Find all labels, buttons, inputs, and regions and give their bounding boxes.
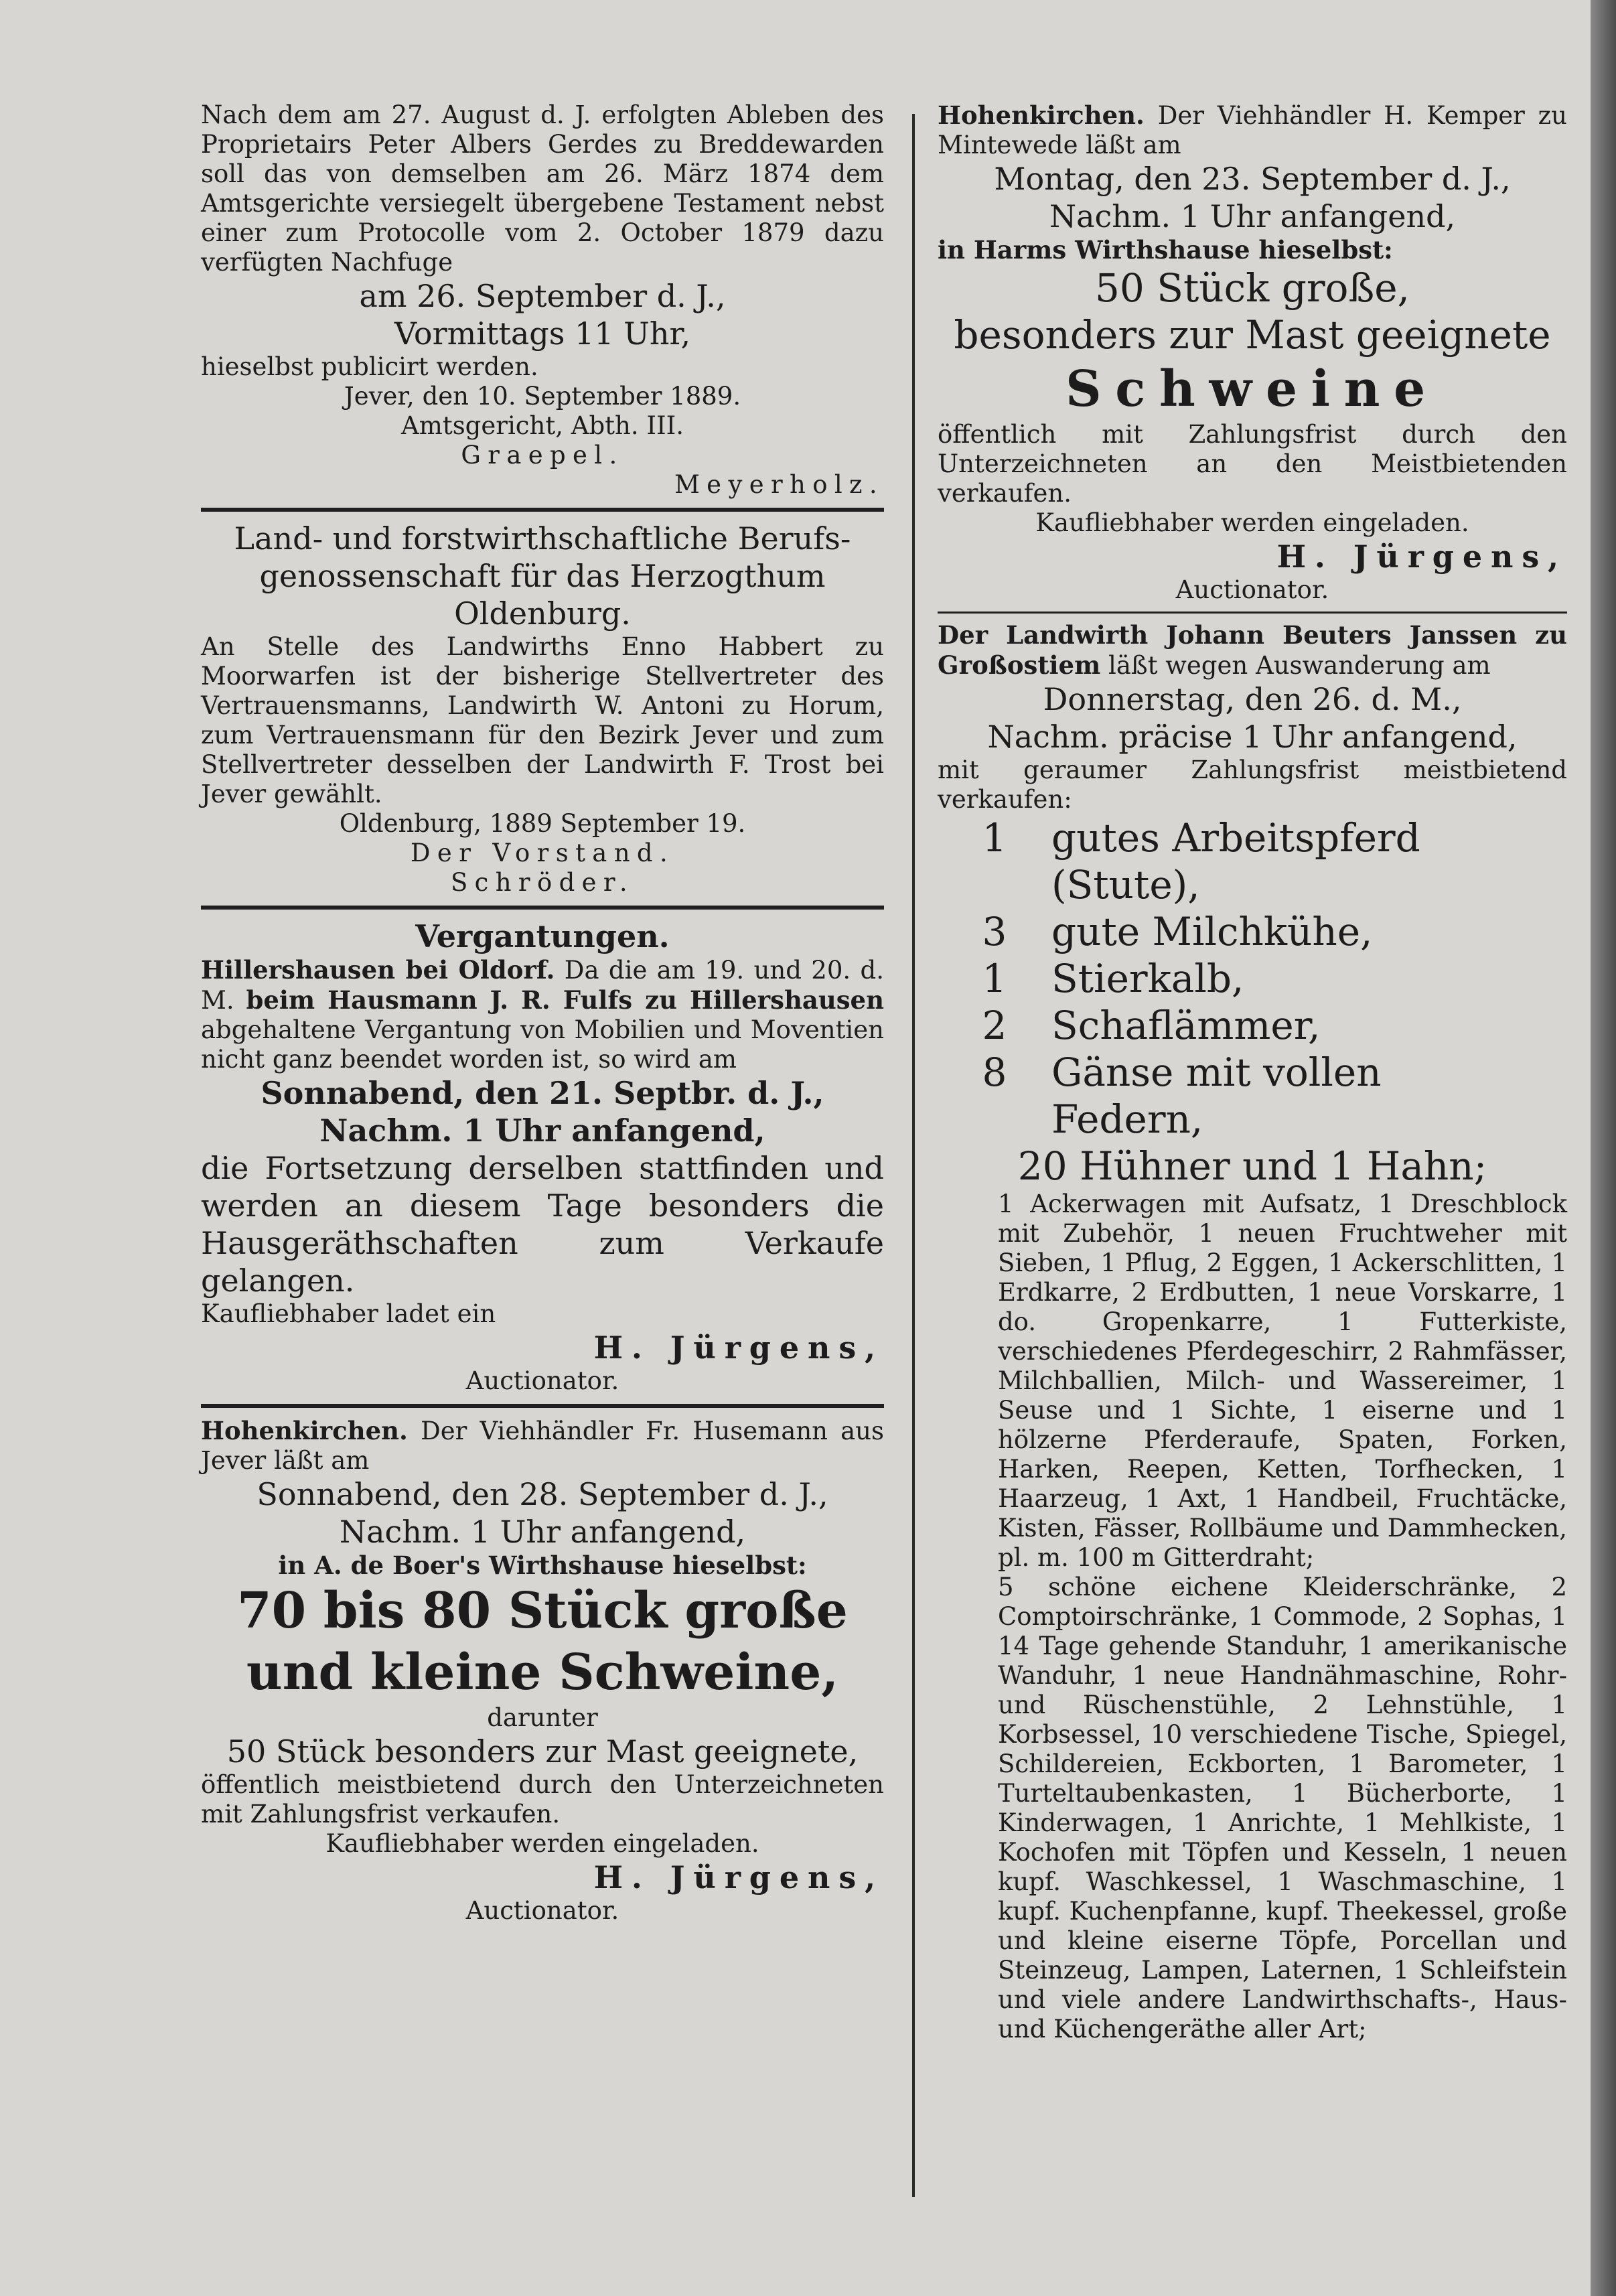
- notice-body: öffentlich meistbietend durch den Unterzeichneten mit Zahlungsfrist verkaufen.: [201, 1770, 884, 1828]
- chickens-line: 20 Hühner und 1 Hahn;: [1017, 1143, 1487, 1189]
- headline: und kleine Schweine,: [246, 1644, 839, 1701]
- buyers-invite: Kaufliebhaber werden eingeladen.: [325, 1829, 759, 1858]
- item-text: Federn,: [1051, 1096, 1203, 1142]
- item-qty: 8: [982, 1050, 1007, 1095]
- item-qty: 2: [982, 1003, 1007, 1048]
- notice-date: am 26. September d. J.,: [359, 278, 726, 314]
- sub-headline: 50 Stück besonders zur Mast geeignete,: [226, 1733, 859, 1770]
- list-item: [938, 1002, 1567, 1049]
- author: Meyerholz.: [674, 470, 884, 499]
- inventory-list: 1 Ackerwagen mit Aufsatz, 1 Dreschblock mit Zubehör, 1 neuen Fruchtweher mit Sieben, 1 Pflug, 2 Eggen, 1 Ackerschlitten, 1 Erdkarre, 2 Erdbutten, 1 neue Vorskarre, 1 do. Gropenkarre, 1 Futterkiste, verschiedenes Pferdegeschirr, 2 Rahmfässer, Milchballien, Milch- und Wassereimer, 1 Seuse und 1 Sichte, 1 eiserne und 1 hölzerne Pferderaufe, Spaten, Forken, Harken, Reepen, Ketten, Torfhecken, 1 Haarzeug, 1 Axt, 1 Handbeil, Fruchtäcke, Kisten, Fässer, Rollbäume und Dammhecken, pl. m. 100 m Gitterdraht;: [998, 1190, 1567, 1572]
- place-name: Großostiem: [938, 650, 1101, 680]
- place-name: Hohenkirchen.: [938, 100, 1145, 130]
- notice-time: Nachm. präcise 1 Uhr anfangend,: [987, 719, 1518, 755]
- notice-time: Vormittags 11 Uhr,: [394, 315, 691, 352]
- notice-intro: läßt wegen Auswanderung am: [1108, 651, 1491, 680]
- list-item: [938, 1096, 1567, 1143]
- notice-body: abgehaltene Vergantung von Mobilien und Moventien nicht ganz beendet worden ist, so wird am: [201, 1015, 884, 1074]
- notice-date: Sonnabend, den 21. Septbr. d. J.,: [261, 1075, 824, 1111]
- list-item: [938, 955, 1567, 1002]
- notice-time: Nachm. 1 Uhr anfangend,: [339, 1514, 746, 1550]
- notice-big-text: die Fortsetzung derselben stattfinden und werden an diesem Tage besonders die Hausgeräthschaften zum Verkaufe gelangen.: [201, 1150, 884, 1299]
- item-text: Gänse mit vollen: [1051, 1050, 1382, 1095]
- auctioneer-name: H. Jürgens,: [593, 1330, 884, 1366]
- list-item: [938, 908, 1567, 955]
- notice-heading: Land- und forstwirthschaftliche Berufs-: [234, 520, 851, 557]
- auctioneer-title: Auctionator.: [465, 1896, 619, 1925]
- divider: [201, 906, 884, 910]
- notice-testament: [201, 100, 884, 500]
- place-name: Hohenkirchen.: [201, 1416, 408, 1445]
- headline: 50 Stück große,: [1095, 265, 1410, 311]
- notice-body: Der Viehhändler Fr. Husemann aus Jever läßt am: [201, 1417, 884, 1475]
- right-column: [938, 100, 1567, 2044]
- notice-venue: in Harms Wirthshause hieselbst:: [938, 235, 1393, 265]
- notice-date: Donnerstag, den 26. d. M.,: [1043, 681, 1462, 717]
- item-text: Stierkalb,: [1051, 956, 1244, 1001]
- notice-time: Nachm. 1 Uhr anfangend,: [1049, 198, 1456, 234]
- notice-intro: Der Landwirth Johann Beuters Janssen zu: [938, 620, 1567, 650]
- notice-heading: Oldenburg.: [454, 595, 631, 632]
- auctioneer-title: Auctionator.: [465, 1366, 619, 1395]
- darunter: darunter: [487, 1703, 598, 1732]
- section-heading: Vergantungen.: [415, 918, 670, 954]
- notice-body: Da die am 19. und 20. d. M.: [201, 956, 885, 1015]
- notice-schweine-husemann: [201, 1416, 884, 1926]
- item-qty: 3: [982, 909, 1007, 954]
- signature: Schröder.: [450, 868, 635, 897]
- item-qty: 1: [982, 956, 1007, 1001]
- place-date: Oldenburg, 1889 September 19.: [339, 809, 746, 838]
- notice-terms: mit geraumer Zahlungsfrist meistbietend verkaufen:: [938, 756, 1567, 814]
- notice-janssen: [938, 620, 1567, 2044]
- notice-genossenschaft: [201, 520, 884, 898]
- notice-vergantung: [201, 918, 884, 1396]
- auctioneer-title: Auctionator.: [1175, 575, 1329, 604]
- inventory-list: 5 schöne eichene Kleiderschränke, 2 Comptoirschränke, 1 Commode, 2 Sophas, 1 14 Tage gehende Standuhr, 1 amerikanische Wanduhr, 1 neue Handnähmaschine, Rohr- und Rüschenstühle, 2 Lehnstühle, 1 Korbsessel, 10 verschiedene Tische, Spiegel, Schildereien, Eckborten, 1 Barometer, 1 Turteltaubenkasten, 1 Bücherborte, 1 Kinderwagen, 1 Anrichte, 1 Mehlkiste, 1 Kochofen mit Töpfen und Kesseln, 1 neuen kupf. Waschkessel, 1 Waschmaschine, 1 kupf. Kuchenpfanne, kupf. Theekessel, große und kleine eiserne Töpfe, Porcellan und Steinzeug, Lampen, Laternen, 1 Schleifstein und viele andere Landwirthschafts-, Haus- und Küchengeräthe aller Art;: [998, 1573, 1567, 2043]
- list-item: [938, 1049, 1567, 1096]
- item-text: Schaflämmer,: [1051, 1003, 1321, 1048]
- headline: besonders zur Mast geeignete: [954, 312, 1551, 358]
- livestock-list: [938, 814, 1567, 1143]
- item-text: gute Milchkühe,: [1051, 909, 1373, 954]
- place-date: Jever, den 10. September 1889.: [344, 382, 741, 411]
- divider: [938, 612, 1567, 614]
- headline: 70 bis 80 Stück große: [237, 1582, 848, 1640]
- divider: [201, 508, 884, 512]
- notice-heading: genossenschaft für das Herzogthum: [259, 558, 826, 594]
- notice-host: beim Hausmann J. R. Fulfs zu Hillershausen: [246, 985, 884, 1015]
- notice-body: öffentlich mit Zahlungsfrist durch den Unterzeichneten an den Meistbietenden verkaufen.: [938, 420, 1567, 508]
- item-text: (Stute),: [1051, 862, 1200, 908]
- notice-body: Nach dem am 27. August d. J. erfolgten Ableben des Proprietairs Peter Albers Gerdes zu Breddewarden soll das von demselben am 26. März 1874 dem Amtsgerichte versiegelt übergebene Testament nebst einer zum Protocolle vom 2. October 1879 dazu verfügten Nachfuge: [201, 100, 884, 277]
- headline-large: Schweine: [1066, 360, 1439, 418]
- notice-body: Der Viehhändler H. Kemper zu Mintewede läßt am: [938, 101, 1567, 159]
- item-text: gutes Arbeitspferd: [1051, 815, 1420, 861]
- notice-tail: hieselbst publicirt werden.: [201, 352, 538, 381]
- place-name: Hillershausen bei Oldorf.: [201, 955, 555, 985]
- column-rule: [912, 114, 915, 2197]
- buyers-invite: Kaufliebhaber ladet ein: [201, 1299, 496, 1328]
- notice-date: Montag, den 23. September d. J.,: [994, 161, 1511, 197]
- office: Amtsgericht, Abth. III.: [401, 411, 684, 440]
- notice-venue: in A. de Boer's Wirthshause hieselbst:: [278, 1551, 807, 1580]
- board: Der Vorstand.: [410, 839, 675, 867]
- list-item: [938, 861, 1567, 908]
- notice-time: Nachm. 1 Uhr anfangend,: [319, 1113, 765, 1149]
- signature: Graepel.: [461, 441, 624, 470]
- notice-schweine-kemper: [938, 100, 1567, 605]
- auctioneer-name: H. Jürgens,: [1276, 539, 1567, 575]
- divider: [201, 1404, 884, 1408]
- page-edge: [1591, 0, 1616, 2296]
- item-qty: 1: [982, 815, 1007, 861]
- auctioneer-name: H. Jürgens,: [593, 1859, 884, 1895]
- notice-body: An Stelle des Landwirths Enno Habbert zu Moorwarfen ist der bisherige Stellvertreter des Vertrauensmanns, Landwirth W. Antoni zu Horum, zum Vertrauensmann für den Bezirk Jever und zum Stellvertreter desselben der Landwirth F. Trost bei Jever gewählt.: [201, 632, 884, 808]
- list-item: [938, 814, 1567, 861]
- notice-date: Sonnabend, den 28. September d. J.,: [256, 1476, 828, 1512]
- left-column: [201, 100, 884, 1926]
- buyers-invite: Kaufliebhaber werden eingeladen.: [1035, 508, 1469, 537]
